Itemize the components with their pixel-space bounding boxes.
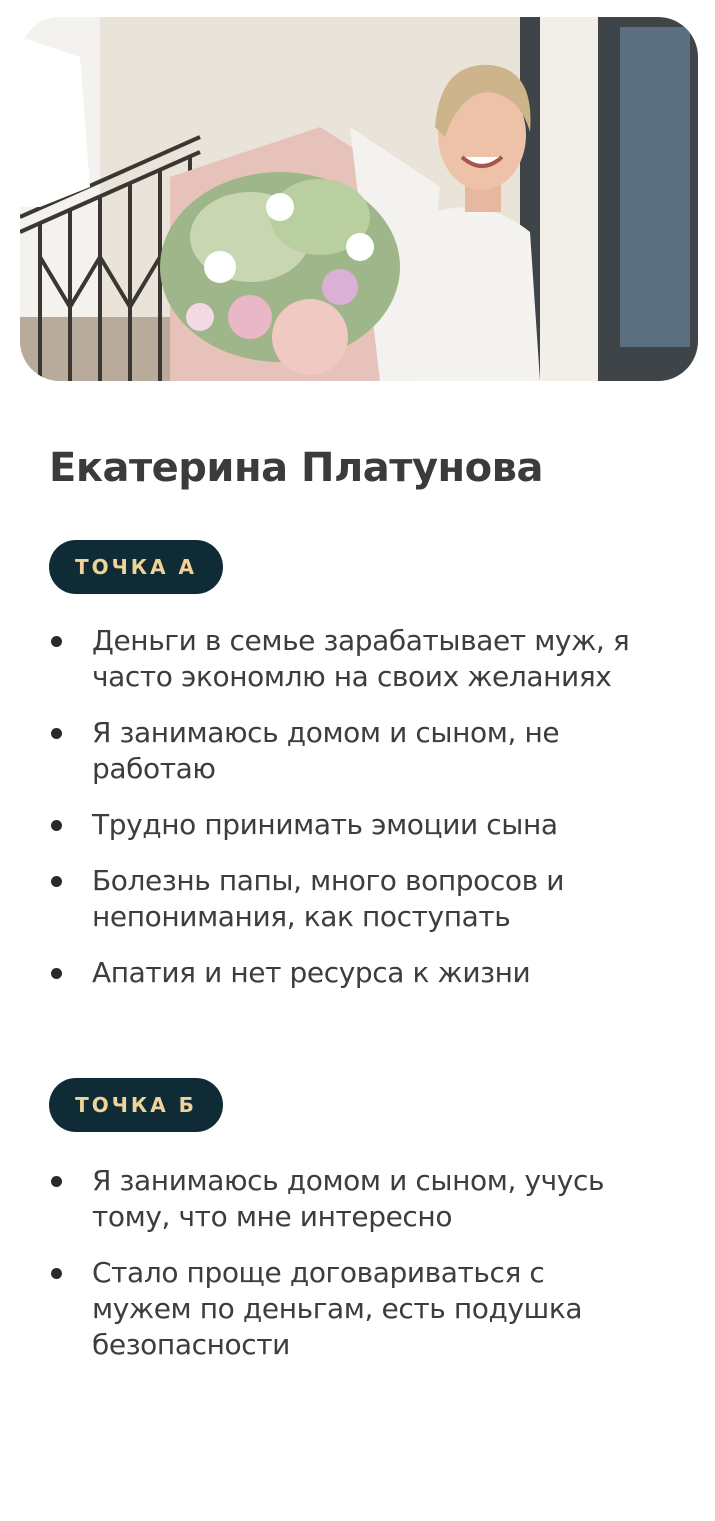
bullet-icon bbox=[51, 728, 62, 739]
list-item-text: Деньги в семье зарабатывает муж, я часто экономлю на своих желаниях bbox=[92, 624, 630, 693]
bullet-icon bbox=[51, 1176, 62, 1187]
list-item bbox=[49, 623, 649, 695]
list-item bbox=[49, 863, 649, 935]
list-item-text: Стало проще договариваться с мужем по деньгам, есть подушка безопасности bbox=[92, 1256, 583, 1361]
list-item-text: Я занимаюсь домом и сыном, учусь тому, что мне интересно bbox=[92, 1164, 605, 1233]
photo-illustration bbox=[20, 17, 698, 381]
list-item bbox=[49, 1255, 649, 1363]
point-b-badge: ТОЧКА Б bbox=[49, 1078, 223, 1132]
list-item-text: Болезнь папы, много вопросов и непонимания, как поступать bbox=[92, 864, 565, 933]
point-a-badge: ТОЧКА А bbox=[49, 540, 223, 594]
bullet-icon bbox=[51, 968, 62, 979]
bullet-icon bbox=[51, 1268, 62, 1279]
list-item-text: Апатия и нет ресурса к жизни bbox=[92, 956, 531, 989]
list-item bbox=[49, 807, 649, 843]
person-name: Екатерина Платунова bbox=[49, 445, 543, 491]
list-item-text: Трудно принимать эмоции сына bbox=[92, 808, 558, 841]
list-item bbox=[49, 715, 649, 787]
list-item bbox=[49, 1163, 649, 1235]
list-item-text: Я занимаюсь домом и сыном, не работаю bbox=[92, 716, 560, 785]
bullet-icon bbox=[51, 636, 62, 647]
point-b-list bbox=[49, 1163, 649, 1383]
list-item bbox=[49, 955, 649, 991]
point-a-list bbox=[49, 623, 649, 1011]
bullet-icon bbox=[51, 876, 62, 887]
portrait-photo bbox=[20, 17, 698, 381]
bullet-icon bbox=[51, 820, 62, 831]
